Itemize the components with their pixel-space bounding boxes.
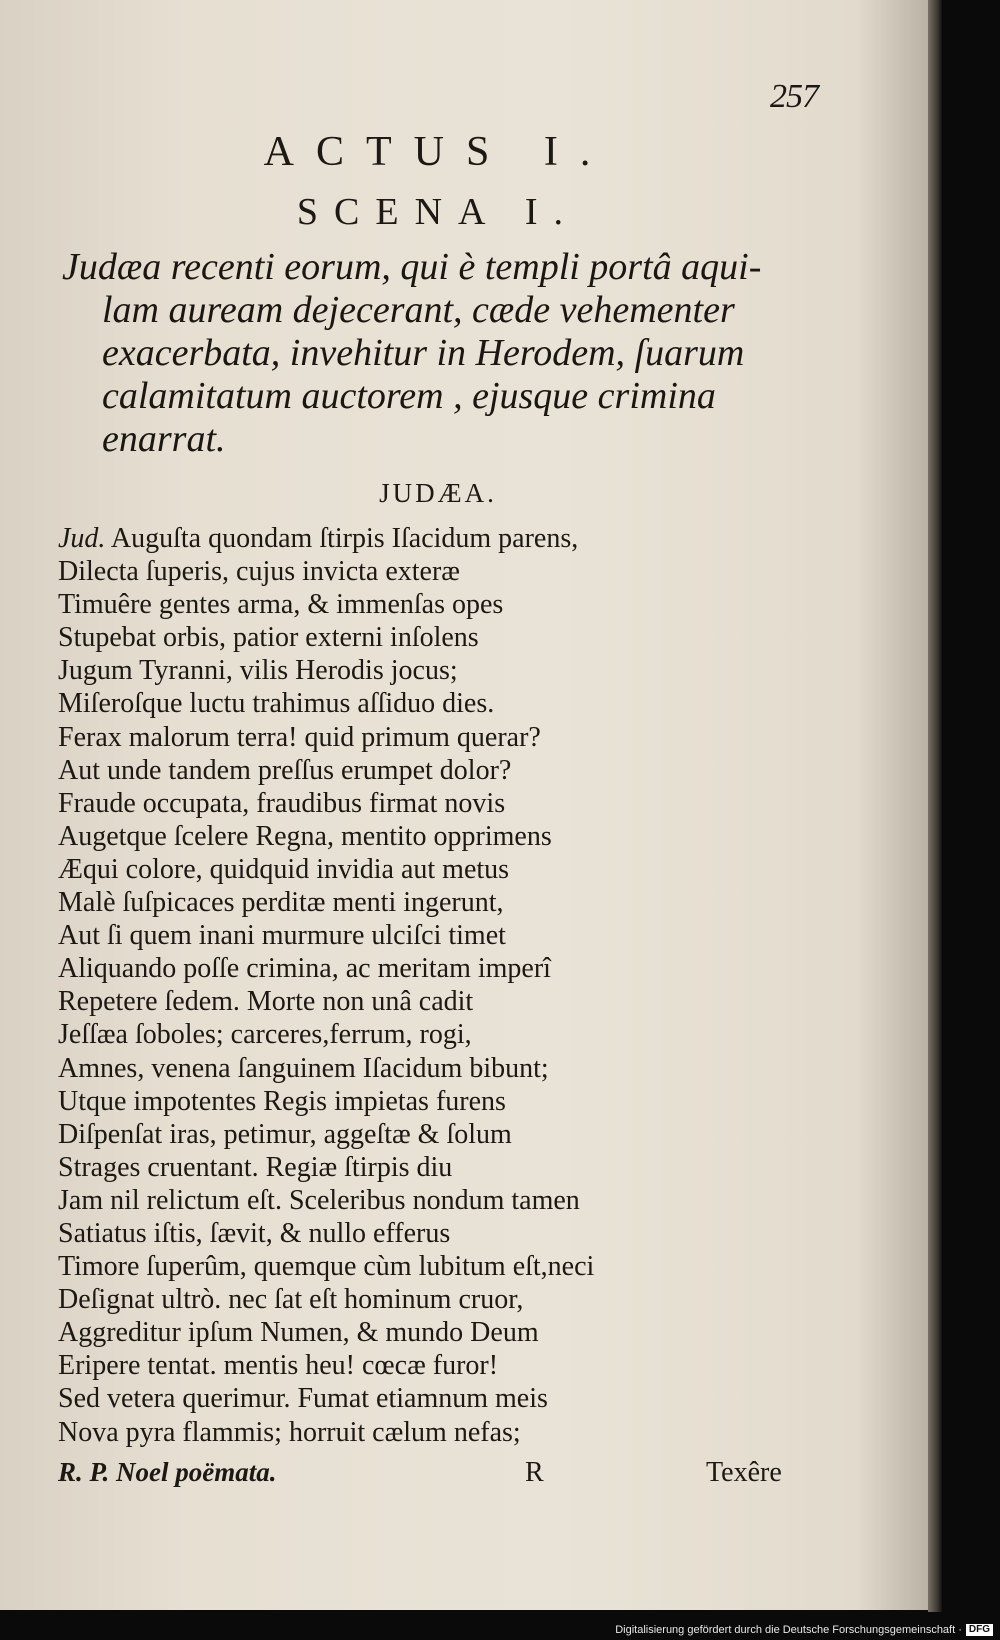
verse-line: Stupebat orbis, patior externi inſolens: [58, 622, 479, 654]
verse-line: Sed vetera querimur. Fumat etiamnum meis: [58, 1383, 548, 1415]
digitization-credit: [0, 1624, 993, 1636]
dfg-logo: DFG: [966, 1624, 993, 1636]
speaker-tag: Jud.: [58, 523, 106, 554]
signature-mark: R. P. Noel poëmata.: [58, 1457, 277, 1487]
verse-line: Augetque ſcelere Regna, mentito opprimens: [58, 820, 552, 852]
verse-line: Aliquando poſſe crimina, ac meritam imperî: [58, 953, 551, 985]
verse-block: [58, 522, 818, 1449]
verse-line: Aut ſi quem inani murmure ulciſci timet: [58, 920, 506, 952]
scene-argument: [62, 246, 828, 461]
verse-line: Amnes, venena ſanguinem Iſacidum bibunt;: [58, 1052, 549, 1084]
argument-line: exacerbata, invehitur in Herodem, ſuarum: [102, 332, 745, 374]
page-number: 257: [770, 78, 818, 115]
verse-line: Jeſſæa ſoboles; carceres,ferrum, rogi,: [58, 1019, 472, 1051]
verse-line: Jam nil relictum eſt. Sceleribus nondum tamen: [58, 1184, 580, 1216]
verse-line: Diſpenſat iras, petimur, aggeſtæ & ſolum: [58, 1118, 512, 1150]
verse-line: Aut unde tandem preſſus erumpet dolor?: [58, 754, 512, 786]
argument-line: enarrat.: [102, 418, 226, 460]
verse-line: Satiatus iſtis, ſævit, & nullo efferus: [58, 1217, 451, 1249]
verse-line: [58, 522, 818, 555]
page-edge: [928, 0, 942, 1612]
catchword: Texêre: [706, 1457, 782, 1488]
verse-line: Timuêre gentes arma, & immenſas opes: [58, 589, 504, 621]
argument-line: lam auream dejecerant, cæde vehementer: [102, 289, 735, 331]
act-heading: ACTUS I.: [263, 129, 613, 175]
verse-line: Utque impotentes Regis impietas furens: [58, 1085, 506, 1117]
verse-line: Eripere tentat. mentis heu! cœcæ furor!: [58, 1350, 499, 1382]
speaker-heading: JUDÆA.: [379, 478, 497, 508]
verse-line: Strages cruentant. Regiæ ſtirpis diu: [58, 1151, 453, 1183]
verse-text: Auguſta quondam ſtirpis Iſacidum parens,: [110, 523, 579, 554]
verse-line: Timore ſuperûm, quemque cùm lubitum eſt,neci: [58, 1251, 595, 1283]
verse-line: Dilecta ſuperis, cujus invicta exteræ: [58, 556, 460, 588]
credit-text: Digitalisierung gefördert durch die Deutsche Forschungsgemeinschaft ·: [615, 1624, 962, 1636]
verse-line: Æqui colore, quidquid invidia aut metus: [58, 853, 510, 885]
verse-line: Jugum Tyranni, vilis Herodis jocus;: [58, 655, 458, 687]
scene-heading: SCENA I.: [296, 191, 580, 233]
verse-line: Aggreditur ipſum Numen, & mundo Deum: [58, 1317, 539, 1349]
verse-line: Miſeroſque luctu trahimus aſſiduo dies.: [58, 688, 495, 720]
signature-letter: R: [525, 1457, 544, 1488]
verse-line: Deſignat ultrò. nec ſat eſt hominum cruor,: [58, 1284, 524, 1316]
argument-line: Judæa recenti eorum, qui è templi portâ aqui-: [62, 246, 762, 288]
verse-line: Malè ſuſpicaces perditæ menti ingerunt,: [58, 887, 504, 919]
verse-line: Nova pyra flammis; horruit cælum nefas;: [58, 1416, 521, 1448]
argument-line: calamitatum auctorem , ejusque crimina: [102, 375, 716, 417]
verse-line: Repetere ſedem. Morte non unâ cadit: [58, 986, 474, 1018]
verse-line: Fraude occupata, fraudibus firmat novis: [58, 787, 506, 819]
verse-line: Ferax malorum terra! quid primum querar?: [58, 721, 541, 753]
